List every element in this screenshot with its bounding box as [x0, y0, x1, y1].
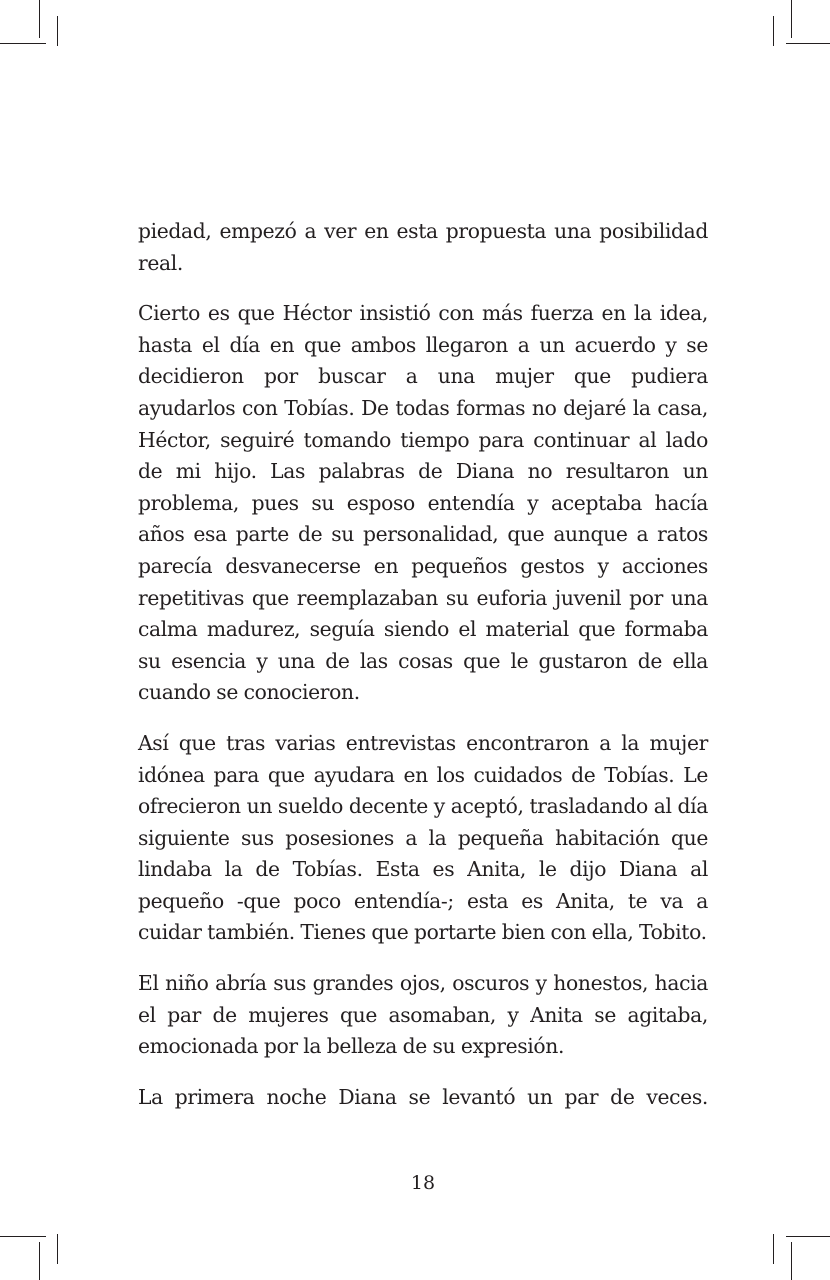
crop-mark	[773, 1234, 774, 1264]
crop-mark	[786, 1236, 830, 1237]
paragraph: Así que tras varias entrevistas encontraron a la mujer idónea para que ayudara en los cuidados de Tobías. Le ofrecieron un sueldo decente y aceptó, trasladando al día siguiente sus posesiones a la pequeña habitación que lindaba la de Tobías. Esta es Anita, le dijo Diana al pequeño -que poco entendía-; esta es Anita, te va a cuidar también. Tienes que portarte bien con ella, Tobito.	[138, 730, 708, 945]
crop-mark	[57, 16, 58, 46]
paragraph: La primera noche Diana se levantó un par de veces.	[138, 1084, 708, 1109]
crop-mark	[773, 16, 774, 46]
crop-mark	[0, 1236, 46, 1237]
crop-mark	[39, 0, 40, 38]
paragraph: piedad, empezó a ver en esta propuesta una posibilidad real.	[138, 219, 708, 275]
paragraph: El niño abría sus grandes ojos, oscuros y honestos, hacia el par de mujeres que asomaban, y Anita se agitaba, emocionada por la belleza de su expresión.	[138, 971, 708, 1059]
crop-mark	[791, 0, 792, 38]
crop-mark	[57, 1234, 58, 1264]
crop-mark	[791, 1242, 792, 1280]
body-text	[138, 216, 708, 1113]
crop-mark	[786, 43, 830, 44]
crop-mark	[0, 43, 46, 44]
page-number: 18	[410, 1172, 436, 1194]
crop-mark	[39, 1242, 40, 1280]
paragraph: Cierto es que Héctor insistió con más fuerza en la idea, hasta el día en que ambos llegaron a un acuerdo y se decidieron por buscar a una mujer que pudiera ayudarlos con Tobías. De todas formas no dejaré la casa, Héctor, seguiré tomando tiempo para continuar al lado de mi hijo. Las palabras de Diana no resultaron un problema, pues su esposo entendía y aceptaba hacía años esa parte de su personalidad, que aunque a ratos parecía desvanecerse en pequeños gestos y acciones repetitivas que reemplazaban su euforia juvenil por una calma madurez, seguía siendo el material que formaba su esencia y una de las cosas que le gustaron de ella cuando se conocieron.	[138, 301, 708, 705]
